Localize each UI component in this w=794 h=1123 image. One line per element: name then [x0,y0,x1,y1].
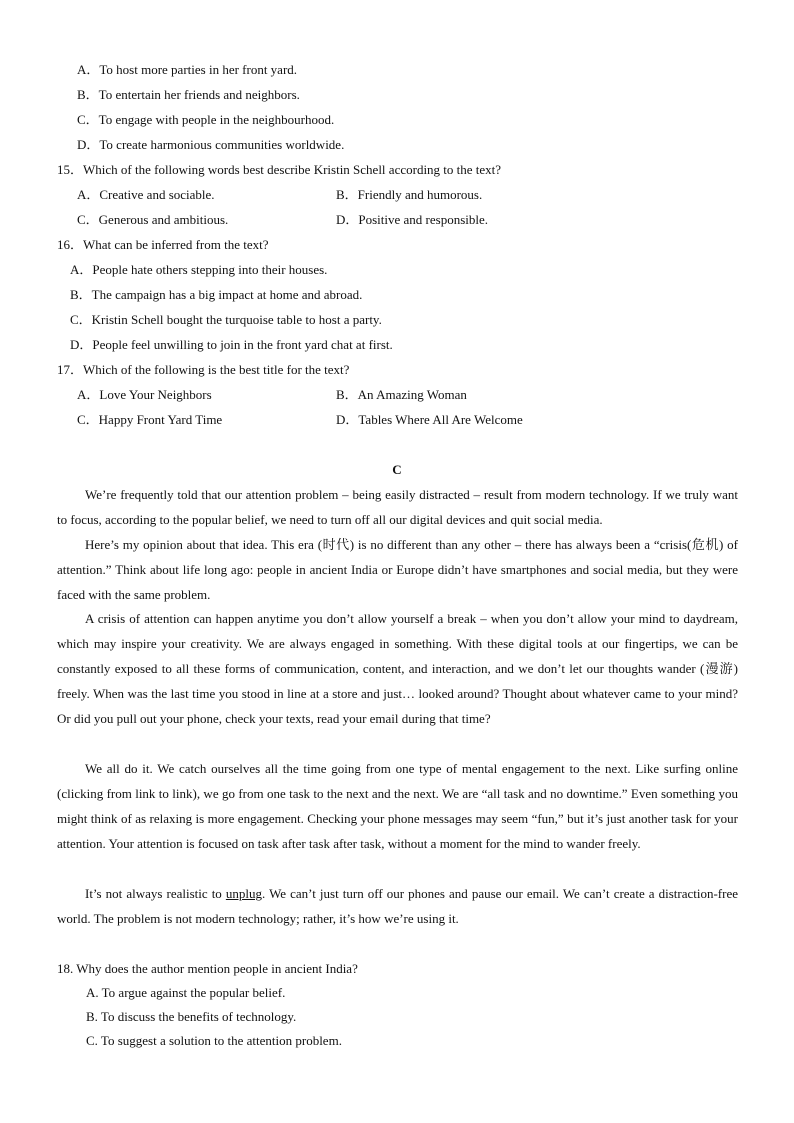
q16-stem: 16．What can be inferred from the text? [57,237,269,252]
underlined-word-unplug: unplug [225,886,262,901]
q14-option-d[interactable]: D．To create harmonious communities worldwide. [77,137,345,152]
q16-option-b[interactable]: B．The campaign has a big impact at home and abroad. [70,287,363,302]
q17-option-c[interactable]: C．Happy Front Yard Time [77,412,223,427]
passage-paragraph-2: Here’s my opinion about that idea. This era (时代) is no different than any other – there has always been a “crisis(危机) of attention.” Think about life long ago: people in ancient India or Europe didn’t have smartphones and social media, but they were faced with the same problem. [57,537,738,602]
q18-option-a[interactable]: A. To argue against the popular belief. [86,985,286,1000]
passage-paragraph-3: A crisis of attention can happen anytime you don’t allow yourself a break – when you don’t allow your mind to daydream, which may inspire your creativity. We are always engaged in something. With these digital tools at our fingertips, we can be constantly exposed to all these forms of communication, content, and interaction, and we don’t let our thoughts wander (漫游) freely. When was the last time you stood in line at a store and just… looked around? Thought about whatever came to your mind? Or did you pull out your phone, check your texts, read your email during that time? [57,611,738,726]
q18-option-c[interactable]: C. To suggest a solution to the attention problem. [86,1033,342,1048]
q18-option-b[interactable]: B. To discuss the benefits of technology. [86,1009,297,1024]
q15-option-a[interactable]: A．Creative and sociable. [77,187,215,202]
q14-option-a[interactable]: A．To host more parties in her front yard. [77,62,298,77]
q15-option-d[interactable]: D．Positive and responsible. [336,212,489,227]
q16-option-d[interactable]: D．People feel unwilling to join in the front yard chat at first. [70,337,393,352]
p5-text-after: . We can’t just turn off our phones and pause our email. We can’t create a distraction-free world. The problem is not modern technology; rather, it’s how we’re using it. [57,886,738,926]
q17-option-d[interactable]: D．Tables Where All Are Welcome [336,412,523,427]
q17-option-a[interactable]: A．Love Your Neighbors [77,387,212,402]
p5-text-before: It’s not always realistic to [85,886,226,901]
section-c-title: C [392,462,402,477]
q16-option-a[interactable]: A．People hate others stepping into their houses. [70,262,328,277]
q14-option-b[interactable]: B．To entertain her friends and neighbors. [77,87,300,102]
q15-option-b[interactable]: B．Friendly and humorous. [336,187,483,202]
q16-option-c[interactable]: C．Kristin Schell bought the turquoise table to host a party. [70,312,382,327]
q14-option-c[interactable]: C．To engage with people in the neighbourhood. [77,112,335,127]
q15-stem: 15．Which of the following words best describe Kristin Schell according to the text? [57,162,502,177]
q17-stem: 17．Which of the following is the best title for the text? [57,362,350,377]
q18-stem: 18. Why does the author mention people in ancient India? [57,961,358,976]
passage-paragraph-4: We all do it. We catch ourselves all the time going from one type of mental engagement to the next. Like surfing online (clicking from link to link), we go from one task to the next and the next. We are “all task and no downtime.” Even something you might think of as relaxing is more engagement. Checking your phone messages may seem “fun,” but it’s just another task for your attention. Your attention is focused on task after task after task, without a moment for the mind to wander freely. [57,761,738,851]
passage-paragraph-5 [57,881,738,931]
q17-option-b[interactable]: B．An Amazing Woman [336,387,467,402]
q15-option-c[interactable]: C．Generous and ambitious. [77,212,229,227]
passage-paragraph-1: We’re frequently told that our attention problem – being easily distracted – result from modern technology. If we truly want to focus, according to the popular belief, we need to turn off all our digital devices and quit social media. [57,487,738,527]
